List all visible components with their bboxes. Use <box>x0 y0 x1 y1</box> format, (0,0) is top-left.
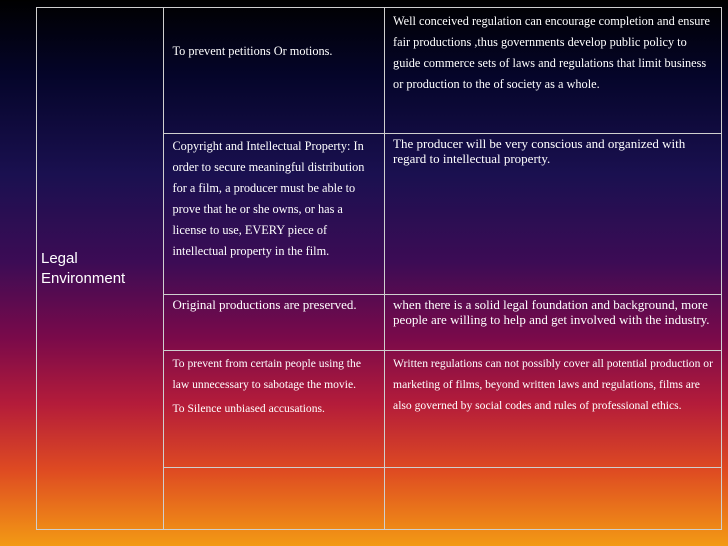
row2-right-cell: The producer will be very conscious and organized with regard to intellectual property. <box>385 134 722 294</box>
category-label-line1: Legal <box>41 249 78 267</box>
row1-right-cell: Well conceived regulation can encourage completion and ensure fair productions ,thus governments develop public policy to guide commerce sets of laws and regulations that limit business or production to the of society as a whole. <box>385 8 722 134</box>
category-label-line2: Environment <box>41 269 126 287</box>
row5-left-cell <box>164 467 385 529</box>
legal-environment-table <box>36 7 722 530</box>
table-row <box>37 8 722 134</box>
row4-left-text: To prevent from certain people using the law unnecessary to sabotage the movie. <box>172 356 361 391</box>
category-cell <box>37 8 164 530</box>
row3-left-cell: Original productions are preserved. <box>164 294 385 350</box>
row4-left-cell <box>164 350 385 467</box>
row2-left-cell: Copyright and Intellectual Property: In order to secure meaningful distribution for a film, a producer must be able to prove that he or she owns, or has a license to use, EVERY piece of intellectual property in the film. <box>164 134 385 294</box>
row5-right-cell <box>385 467 722 529</box>
row3-right-cell: when there is a solid legal foundation and background, more people are willing to help and get involved with the industry. <box>385 294 722 350</box>
row4-right-cell: Written regulations can not possibly cover all potential production or marketing of films, beyond written laws and regulations, films are also governed by social codes and rules of professional ethics. <box>385 350 722 467</box>
row1-left-cell: To prevent petitions Or motions. <box>164 8 385 134</box>
row4-left-extra-text: To Silence unbiased accusations. <box>172 401 325 415</box>
